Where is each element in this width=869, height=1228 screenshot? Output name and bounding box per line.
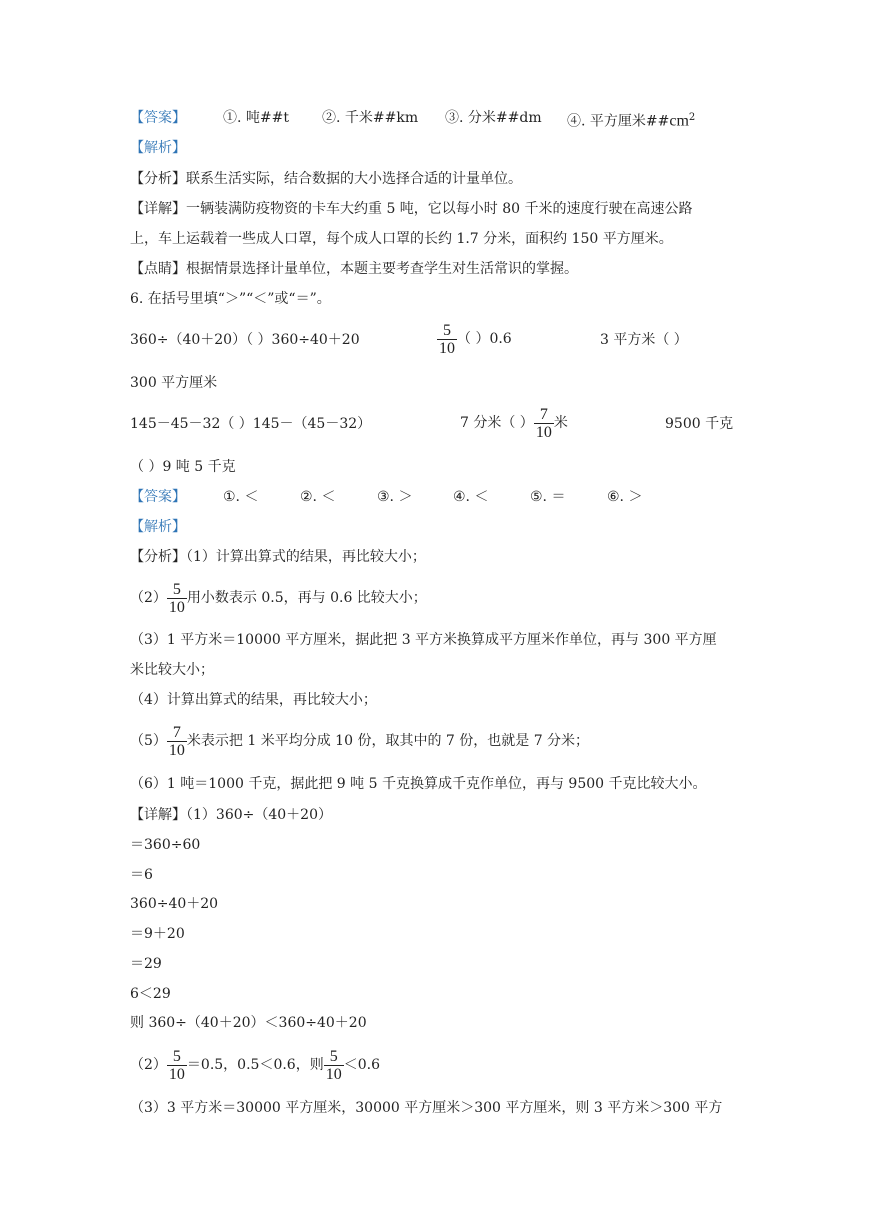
q6-r1-c3: 3 平方米（ ）	[600, 332, 688, 348]
denominator: 10	[439, 339, 455, 357]
detail-9-pre: （2）	[130, 1057, 167, 1073]
q6-analysis-tag: 【解析】	[130, 519, 186, 535]
fraction	[167, 581, 187, 616]
q6-r3-c2	[460, 404, 568, 442]
q6-r2: 300 平方厘米	[130, 375, 218, 391]
q5-answer-4-text: ④. 平方厘米##	[567, 113, 670, 130]
fenxi-text-1: （1）计算出算式的结果，再比较大小；	[186, 549, 426, 565]
q6-answer-4: ④. ＜	[453, 489, 489, 505]
q6-r3-c3: 9500 千克	[665, 416, 734, 432]
dianjing-tag: 【点睛】	[130, 261, 186, 277]
q6-detail-2: ＝360÷60	[130, 837, 201, 853]
q6-fenxi-3b: 米比较大小；	[130, 662, 214, 678]
fenxi-5-pre: （5）	[130, 733, 167, 749]
unit-exponent: 2	[688, 112, 696, 123]
q6-fenxi-1	[130, 547, 426, 567]
denominator: 10	[325, 1065, 342, 1083]
fraction	[167, 1048, 187, 1083]
q5-fenxi	[130, 169, 522, 189]
q6-answer-2: ②. ＜	[300, 489, 336, 505]
q6-r1-c2-text: （ ）0.6	[457, 331, 512, 347]
detail-text-1: （1）360÷（40＋20）	[186, 807, 332, 823]
denominator: 10	[168, 598, 185, 616]
q6-answer-1: ①. ＜	[223, 489, 259, 505]
q5-detail-2: 上，车上运载着一些成人口罩，每个成人口罩的长约 1.7 分米，面积约 150 平方厘米。	[130, 231, 673, 247]
q6-detail-3: ＝6	[130, 867, 153, 883]
fraction	[534, 406, 554, 441]
q6-answer-3: ③. ＞	[377, 489, 413, 505]
fraction	[437, 322, 457, 357]
q6-r3-c2-tail: 米	[553, 415, 568, 431]
detail-9-mid: ＝0.5，0.5＜0.6，则	[186, 1057, 324, 1073]
detail-text-1: 一辆装满防疫物资的卡车大约重 5 吨，它以每小时 80 千米的速度行驶在高速公路	[186, 201, 693, 217]
q6-fenxi-2	[130, 578, 427, 618]
numerator: 5	[167, 581, 187, 599]
q6-r3-c1: 145－45－32（ ）145－（45－32）	[130, 416, 372, 432]
q6-detail-10: （3）3 平方米＝30000 平方厘米，30000 平方厘米＞300 平方厘米，则 3 平方米＞300 平方	[130, 1100, 723, 1116]
q6-fenxi-3a: （3）1 平方米＝10000 平方厘米，据此把 3 平方米换算成平方厘米作单位，再与 300 平方厘	[130, 632, 717, 648]
q6-r4: （ ）9 吨 5 千克	[130, 459, 236, 475]
q6-fenxi-4: （4）计算出算式的结果，再比较大小；	[130, 692, 377, 708]
numerator: 5	[437, 322, 457, 340]
numerator: 5	[167, 1048, 187, 1066]
numerator: 5	[324, 1048, 344, 1066]
unit-cm: cm	[669, 112, 689, 130]
q5-answer-line	[130, 108, 186, 128]
q5-analysis-tag: 【解析】	[130, 140, 186, 156]
q6-r3-c2-text: 7 分米（ ）	[460, 415, 534, 431]
q6-detail-8: 则 360÷（40＋20）＜360÷40＋20	[130, 1015, 367, 1031]
q6-r1-c2	[437, 320, 512, 358]
detail-9-post: ＜0.6	[343, 1057, 380, 1073]
q6-answer-5: ⑤. ＝	[530, 489, 566, 505]
answer-tag: 【答案】	[130, 110, 186, 126]
fenxi-2-pre: （2）	[130, 590, 167, 606]
q6-detail-1	[130, 805, 332, 825]
numerator: 7	[167, 724, 187, 742]
q6-detail-5: ＝9＋20	[130, 926, 185, 942]
denominator: 10	[168, 741, 185, 759]
q5-answer-1: ①. 吨##t	[223, 110, 289, 126]
answer-tag: 【答案】	[130, 489, 186, 505]
q6-detail-6: ＝29	[130, 956, 162, 972]
fenxi-text: 联系生活实际，结合数据的大小选择合适的计量单位。	[186, 171, 522, 187]
q6-answer-6: ⑥. ＞	[607, 489, 643, 505]
q6-detail-4: 360÷40＋20	[130, 896, 219, 912]
fenxi-tag: 【分析】	[130, 171, 186, 187]
q6-detail-9	[130, 1045, 380, 1085]
denominator: 10	[168, 1065, 185, 1083]
dianjing-text: 根据情景选择计量单位，本题主要考查学生对生活常识的掌握。	[186, 261, 578, 277]
q5-answer-3: ③. 分米##dm	[445, 110, 542, 126]
q5-answer-2: ②. 千米##km	[322, 110, 419, 126]
q6-r1-c1: 360÷（40＋20）（ ）360÷40＋20	[130, 332, 360, 348]
detail-tag: 【详解】	[130, 807, 186, 823]
fenxi-2-post: 用小数表示 0.5，再与 0.6 比较大小；	[186, 590, 427, 606]
q6-detail-7: 6＜29	[130, 986, 171, 1002]
q5-detail-1	[130, 199, 693, 219]
q6-answer-line	[130, 487, 186, 507]
denominator: 10	[535, 423, 552, 441]
fenxi-5-post: 米表示把 1 米平均分成 10 份，取其中的 7 份，也就是 7 分米；	[186, 733, 590, 749]
fraction	[324, 1048, 344, 1083]
q5-answer-4	[567, 108, 695, 132]
q6-title: 6. 在括号里填“＞”“＜”或“＝”。	[130, 291, 331, 307]
numerator: 7	[534, 406, 554, 424]
detail-tag: 【详解】	[130, 201, 186, 217]
q5-dianjing	[130, 259, 578, 279]
q6-fenxi-6: （6）1 吨＝1000 千克，据此把 9 吨 5 千克换算成千克作单位，再与 9500 千克比较大小。	[130, 776, 707, 792]
fraction	[167, 724, 187, 759]
fenxi-tag: 【分析】	[130, 549, 186, 565]
q6-fenxi-5	[130, 721, 589, 761]
